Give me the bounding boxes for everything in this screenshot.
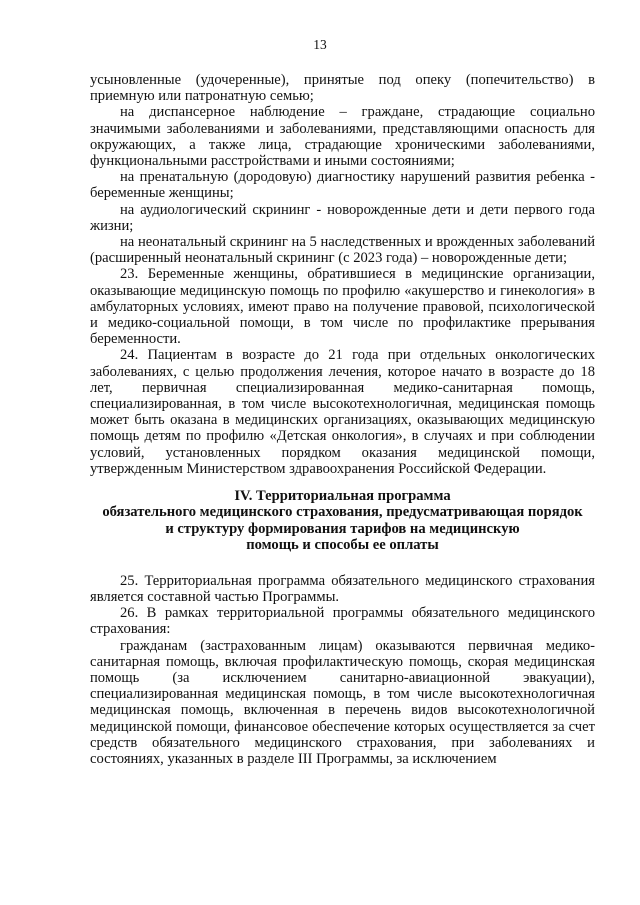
page-number: 13 <box>313 37 327 52</box>
paragraph: на диспансерное наблюдение – граждане, страдающие социально значимыми заболеваниями и заболеваниями, представляющими опасность для окружающих, а также лица, страдающие хроническими заболеваниями, функциональными расстройствами и иными состояниями; <box>90 104 595 170</box>
paragraph: 23. Беременные женщины, обратившиеся в медицинские организации, оказывающие медицинскую помощь по профилю «акушерство и гинекология» в амбулаторных условиях, имеют право на получение правовой, психологической и медико-социальной помощи, в том числе по профилактике прерывания беременности. <box>90 266 595 348</box>
paragraph: на пренатальную (дородовую) диагностику нарушений развития ребенка - беременные женщины; <box>90 169 595 202</box>
paragraph: на аудиологический скрининг - новорожденные дети и дети первого года жизни; <box>90 201 595 234</box>
paragraph: 26. В рамках территориальной программы обязательного медицинского страхования: <box>90 605 595 638</box>
paragraph: гражданам (застрахованным лицам) оказываются первичная медико-санитарная помощь, включая профилактическую помощь, скорая медицинская помощь (за исключением санитарно-авиационной эвакуации), специализированная медицинская помощь, в том числе высокотехнологичная медицинская помощь, включенная в перечень видов высокотехнологичной медицинской помощи, финансовое обеспечение которых осуществляется за счет средств обязательного медицинского страхования, при заболеваниях и состояниях, указанных в разделе III Программы, за исключением <box>90 637 595 767</box>
paragraph: усыновленные (удочеренные), принятые под опеку (попечительство) в приемную или патронатную семью; <box>90 72 595 105</box>
section-heading-line: IV. Территориальная программа <box>234 488 451 505</box>
section-heading-line: и структуру формирования тарифов на медицинскую <box>165 520 520 537</box>
document-body <box>90 72 595 767</box>
section-heading-line: обязательного медицинского страхования, предусматривающая порядок <box>102 504 583 521</box>
paragraph: 25. Территориальная программа обязательного медицинского страхования является составной частью Программы. <box>90 572 595 605</box>
section-heading <box>90 488 595 554</box>
paragraph: 24. Пациентам в возрасте до 21 года при отдельных онкологических заболеваниях, с целью продолжения лечения, которое начато в возрасте до 18 лет, первичная специализированная медико-санитарная помощь, специализированная, в том числе высокотехнологичная, медицинская помощь может быть оказана в медицинских организациях, оказывающих медицинскую помощь детям по профилю «Детская онкология», в случаях и при соблюдении условий, установленных порядком оказания медицинской помощи, утвержденным Министерством здравоохранения Российской Федерации. <box>90 347 595 477</box>
paragraph: на неонатальный скрининг на 5 наследственных и врожденных заболеваний (расширенный неонатальный скрининг (с 2023 года) – новорожденные дети; <box>90 234 595 267</box>
section-heading-line: помощь и способы ее оплаты <box>246 537 439 554</box>
